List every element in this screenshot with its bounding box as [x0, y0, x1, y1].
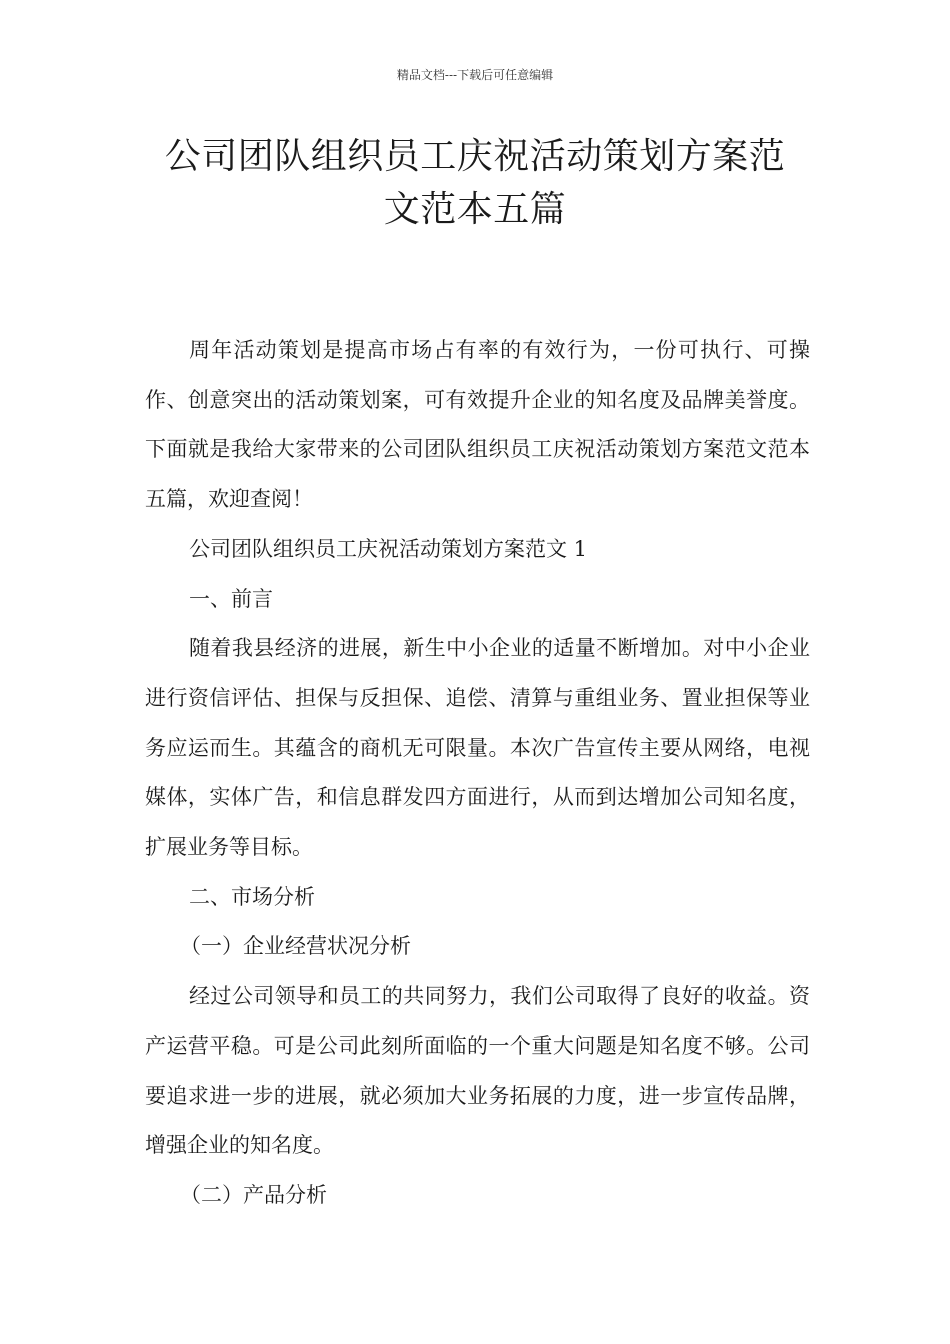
document-body — [145, 326, 810, 1221]
heading-market-analysis: 二、市场分析 — [189, 884, 315, 909]
section-title: 公司团队组织员工庆祝活动策划方案范文 1 — [189, 536, 588, 561]
preface-paragraph: 随着我县经济的进展，新生中小企业的适量不断增加。对中小企业进行资信评估、担保与反担保、追偿、清算与重组业务、置业担保等业务应运而生。其蕴含的商机无可限量。本次广告宣传主要从网络，电视媒体，实体广告，和信息群发四方面进行，从而到达增加公司知名度，扩展业务等目标。 — [145, 636, 810, 860]
subheading-business-status: （一）企业经营状况分析 — [180, 934, 411, 959]
subheading-product-analysis: （二）产品分析 — [180, 1182, 327, 1207]
intro-paragraph: 周年活动策划是提高市场占有率的有效行为，一份可执行、可操作、创意突出的活动策划案，可有效提升企业的知名度及品牌美誉度。下面就是我给大家带来的公司团队组织员工庆祝活动策划方案范文范本五篇，欢迎查阅！ — [145, 338, 810, 512]
business-status-paragraph: 经过公司领导和员工的共同努力，我们公司取得了良好的收益。资产运营平稳。可是公司此刻所面临的一个重大问题是知名度不够。公司要追求进一步的进展，就必须加大业务拓展的力度，进一步宣传品牌，增强企业的知名度。 — [145, 984, 810, 1158]
heading-preface: 一、前言 — [189, 586, 273, 611]
document-title-line-2: 文范本五篇 — [383, 189, 567, 230]
document-title-line-1: 公司团队组织员工庆祝活动策划方案范 — [164, 136, 786, 177]
page-header-watermark: 精品文档---下载后可任意编辑 — [396, 68, 554, 82]
document-title — [140, 130, 810, 236]
